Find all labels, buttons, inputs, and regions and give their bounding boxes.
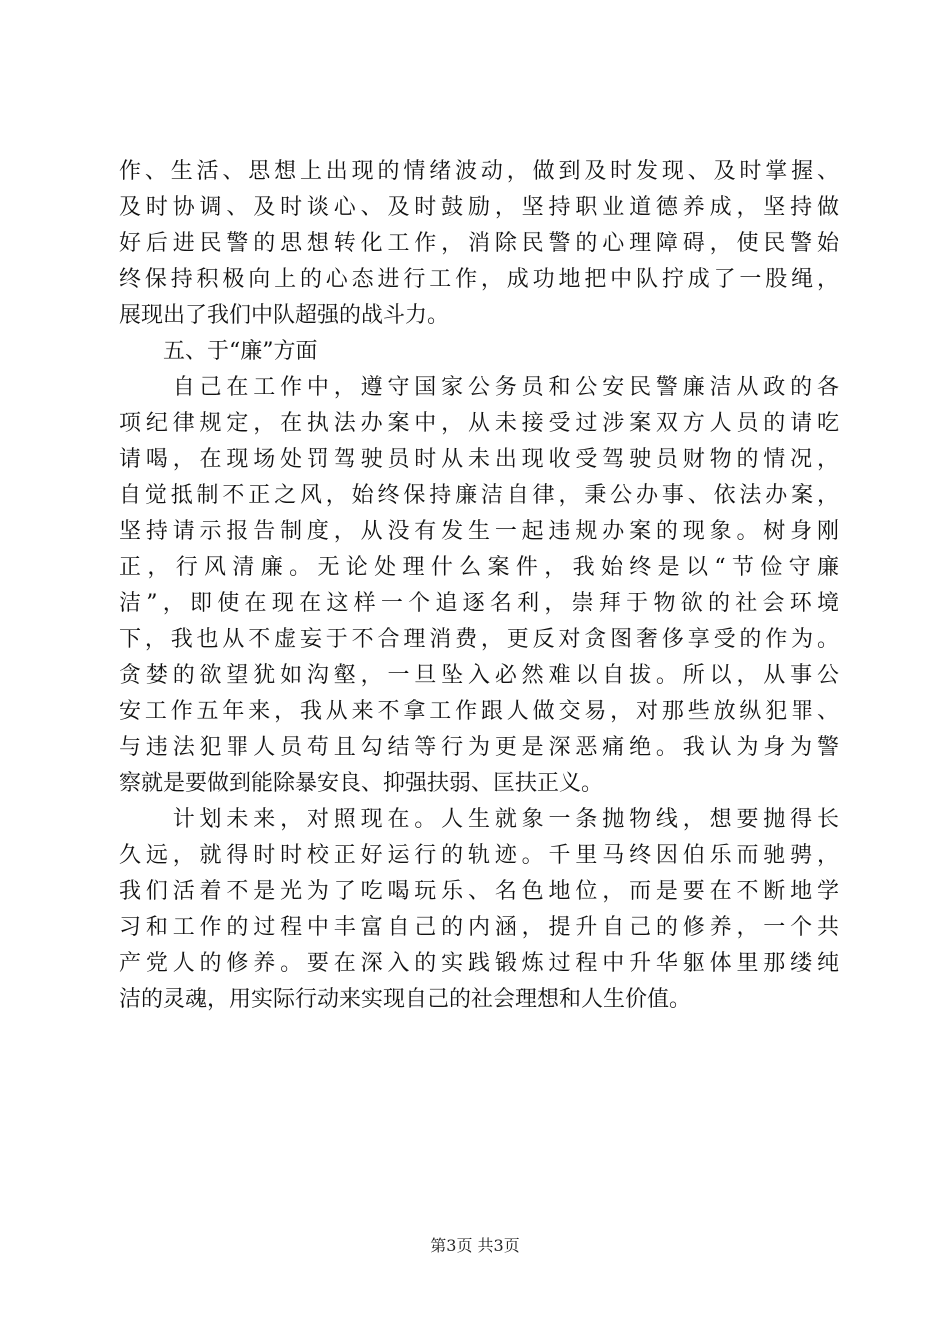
text-line: 项纪律规定，在执法办案中，从未接受过涉案双方人员的请吃 bbox=[119, 411, 839, 436]
text-line: 请喝，在现场处罚驾驶员时从未出现收受驾驶员财物的情况， bbox=[119, 447, 839, 472]
text-line: 习和工作的过程中丰富自己的内涵，提升自己的修养，一个共 bbox=[119, 915, 839, 940]
text-line: 计划未来，对照现在。人生就象一条抛物线，想要抛得长 bbox=[119, 807, 839, 832]
text-line: 好后进民警的思想转化工作，消除民警的心理障碍，使民警始 bbox=[119, 231, 839, 256]
text-line: 贪婪的欲望犹如沟壑，一旦坠入必然难以自拔。所以，从事公 bbox=[119, 663, 839, 688]
text-line: 察就是要做到能除暴安良、抑强扶弱、匡扶正义。 bbox=[119, 771, 604, 796]
text-line: 我们活着不是光为了吃喝玩乐、名色地位，而是要在不断地学 bbox=[119, 879, 839, 904]
page-footer: 第3页 共3页 bbox=[430, 1236, 520, 1255]
text-line: 产党人的修养。要在深入的实践锻炼过程中升华躯体里那缕纯 bbox=[119, 951, 839, 976]
text-line: 下，我也从不虚妄于不合理消费，更反对贪图奢侈享受的作为。 bbox=[119, 627, 839, 652]
text-line: 洁”，即使在现在这样一个追逐名利，崇拜于物欲的社会环境 bbox=[119, 591, 839, 616]
text-line: 展现出了我们中队超强的战斗力。 bbox=[119, 303, 450, 328]
text-line: 久远，就得时时校正好运行的轨迹。千里马终因伯乐而驰骋， bbox=[119, 843, 839, 868]
text-line: 作、生活、思想上出现的情绪波动，做到及时发现、及时掌握、 bbox=[119, 159, 839, 184]
text-line: 及时协调、及时谈心、及时鼓励，坚持职业道德养成，坚持做 bbox=[119, 195, 839, 220]
text-line: 终保持积极向上的心态进行工作，成功地把中队拧成了一股绳， bbox=[119, 267, 839, 292]
text-line: 安工作五年来，我从来不拿工作跟人做交易，对那些放纵犯罪、 bbox=[119, 699, 839, 724]
text-line: 自己在工作中，遵守国家公务员和公安民警廉洁从政的各 bbox=[119, 375, 839, 400]
text-line: 坚持请示报告制度，从没有发生一起违规办案的现象。树身刚 bbox=[119, 519, 839, 544]
text-line: 五、于“廉”方面 bbox=[119, 339, 318, 364]
document-body bbox=[119, 154, 839, 1018]
text-line: 正，行风清廉。无论处理什么案件，我始终是以“节俭守廉 bbox=[119, 555, 839, 580]
text-line: 洁的灵魂，用实际行动来实现自己的社会理想和人生价值。 bbox=[119, 987, 692, 1012]
text-line: 自觉抵制不正之风，始终保持廉洁自律，秉公办事、依法办案， bbox=[119, 483, 839, 508]
text-line: 与违法犯罪人员苟且勾结等行为更是深恶痛绝。我认为身为警 bbox=[119, 735, 839, 760]
